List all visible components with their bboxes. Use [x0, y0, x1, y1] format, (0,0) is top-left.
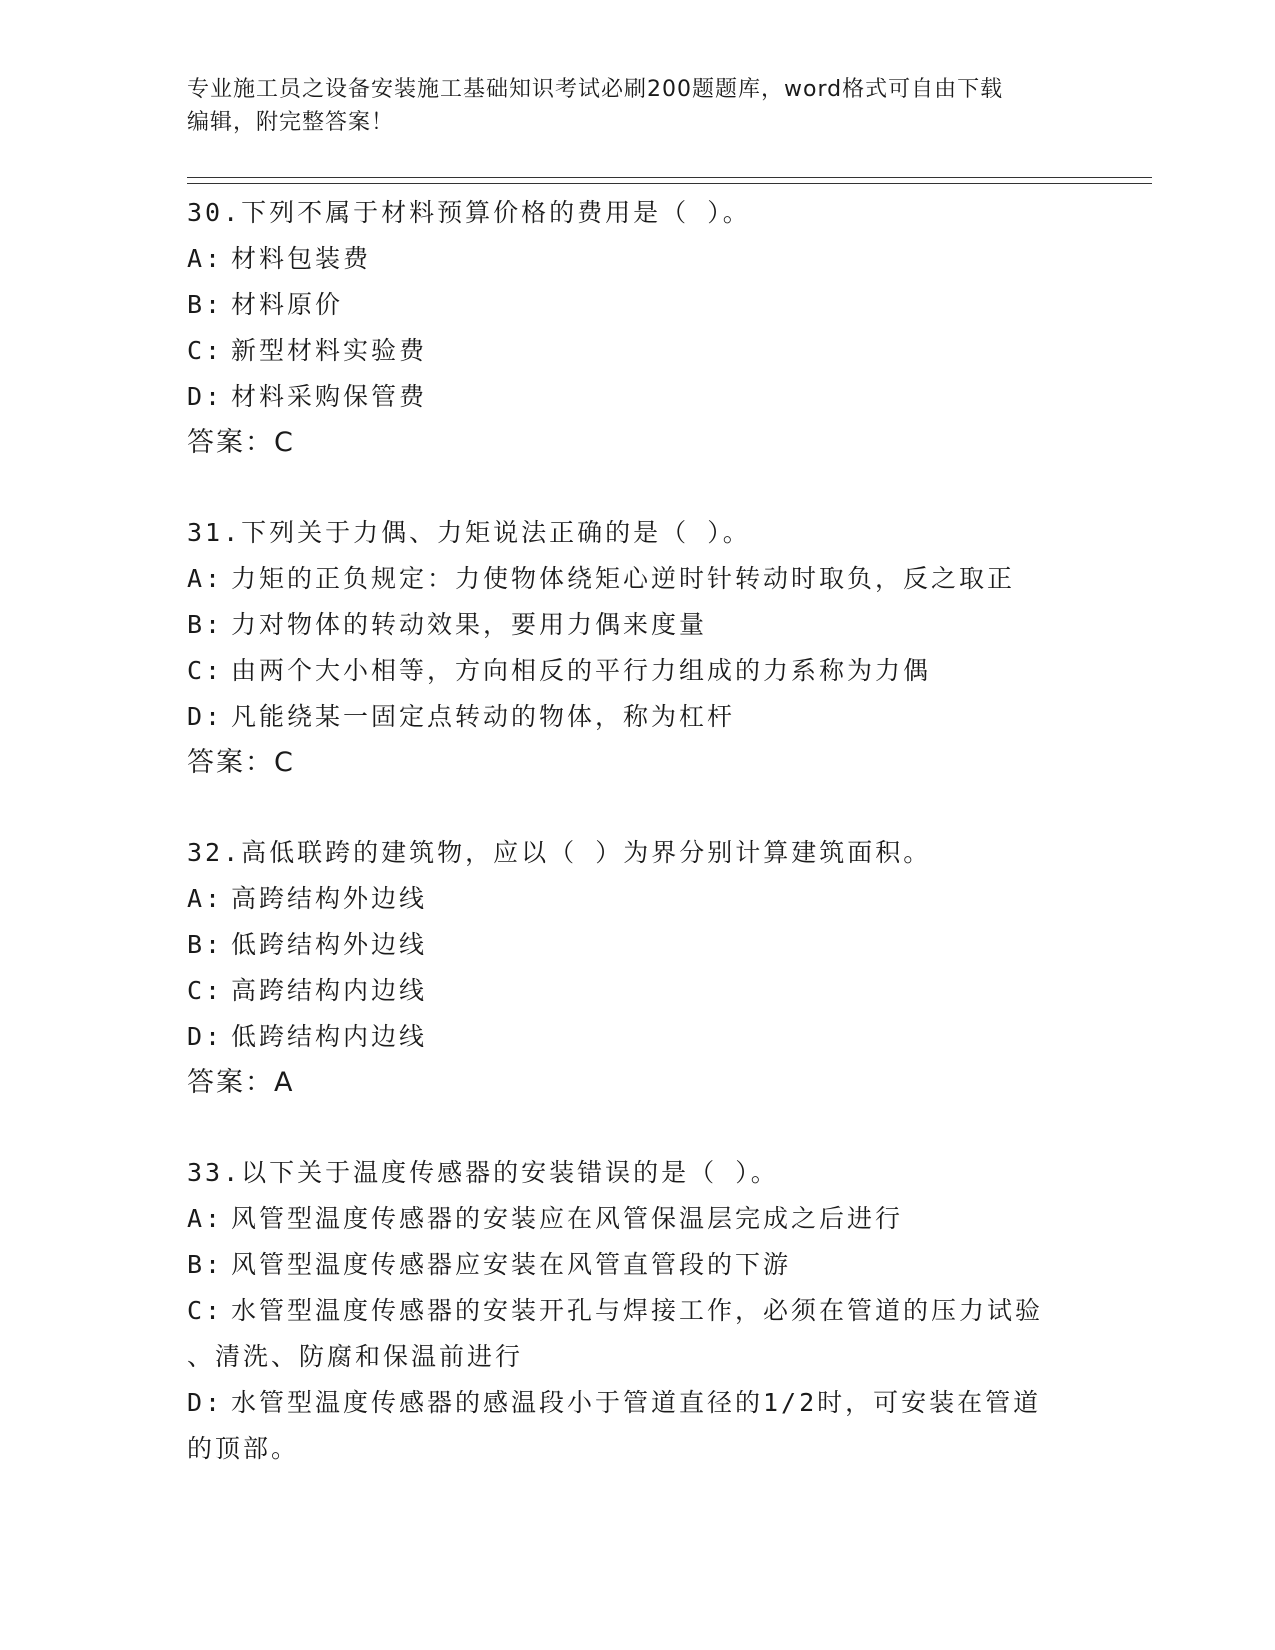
- option-text: 低跨结构内边线: [231, 1022, 428, 1051]
- option-c: [187, 328, 1087, 374]
- option-d: [187, 694, 1087, 740]
- option-letter: C:: [187, 656, 224, 685]
- option-letter: B:: [187, 930, 224, 959]
- answer-label: 答案：A: [187, 1067, 295, 1098]
- option-letter: B:: [187, 290, 224, 319]
- option-b: [187, 1242, 1087, 1288]
- option-a: [187, 556, 1087, 602]
- option-d-continuation: 的顶部。: [187, 1434, 300, 1463]
- option-text: 材料原价: [231, 290, 344, 319]
- option-letter: B:: [187, 610, 224, 639]
- option-letter: C:: [187, 336, 224, 365]
- header-divider-bottom: [187, 183, 1152, 184]
- option-c: [187, 1288, 1087, 1334]
- question-stem: 32.高低联跨的建筑物，应以（ ）为界分别计算建筑面积。: [187, 838, 932, 867]
- option-letter: D:: [187, 1022, 224, 1051]
- option-d: [187, 1014, 1087, 1060]
- question-32: [187, 830, 1087, 1106]
- option-text: 力矩的正负规定：力使物体绕矩心逆时针转动时取负，反之取正: [231, 564, 1016, 593]
- option-text: 水管型温度传感器的安装开孔与焊接工作，必须在管道的压力试验: [231, 1296, 1044, 1325]
- question-stem: 31.下列关于力偶、力矩说法正确的是（ ）。: [187, 518, 751, 547]
- question-list: [187, 190, 1087, 1472]
- question-30: [187, 190, 1087, 466]
- option-letter: A:: [187, 1204, 224, 1233]
- option-text: 高跨结构内边线: [231, 976, 428, 1005]
- option-letter: D:: [187, 1388, 224, 1417]
- option-b: [187, 282, 1087, 328]
- option-d: [187, 1380, 1087, 1426]
- option-text: 新型材料实验费: [231, 336, 428, 365]
- option-d: [187, 374, 1087, 420]
- option-c-continuation: 、清洗、防腐和保温前进行: [187, 1342, 524, 1371]
- option-a: [187, 876, 1087, 922]
- option-letter: A:: [187, 564, 224, 593]
- option-letter: D:: [187, 382, 224, 411]
- option-a: [187, 236, 1087, 282]
- option-letter: A:: [187, 244, 224, 273]
- option-text: 低跨结构外边线: [231, 930, 428, 959]
- option-a: [187, 1196, 1087, 1242]
- option-b: [187, 602, 1087, 648]
- option-b: [187, 922, 1087, 968]
- answer-label: 答案：C: [187, 747, 295, 778]
- option-letter: C:: [187, 1296, 224, 1325]
- option-letter: B:: [187, 1250, 224, 1279]
- header-title-line-2: 编辑，附完整答案！: [187, 110, 395, 135]
- option-text: 风管型温度传感器应安装在风管直管段的下游: [231, 1250, 792, 1279]
- option-c: [187, 648, 1087, 694]
- option-letter: A:: [187, 884, 224, 913]
- option-c: [187, 968, 1087, 1014]
- header-divider-top: [187, 177, 1152, 178]
- option-text: 材料包装费: [231, 244, 372, 273]
- question-31: [187, 510, 1087, 786]
- option-text: 风管型温度传感器的安装应在风管保温层完成之后进行: [231, 1204, 904, 1233]
- option-text: 材料采购保管费: [231, 382, 428, 411]
- option-letter: D:: [187, 702, 224, 731]
- option-text: 力对物体的转动效果，要用力偶来度量: [231, 610, 708, 639]
- option-text: 凡能绕某一固定点转动的物体，称为杠杆: [231, 702, 736, 731]
- header-title-line-1: 专业施工员之设备安装施工基础知识考试必刷200题题库，word格式可自由下载: [187, 77, 1004, 102]
- question-33: [187, 1150, 1087, 1472]
- answer-label: 答案：C: [187, 427, 295, 458]
- option-text: 水管型温度传感器的感温段小于管道直径的1/2时，可安装在管道: [231, 1388, 1042, 1417]
- document-header: [187, 73, 1077, 139]
- question-stem: 30.下列不属于材料预算价格的费用是（ ）。: [187, 198, 751, 227]
- option-text: 由两个大小相等，方向相反的平行力组成的力系称为力偶: [231, 656, 932, 685]
- question-stem: 33.以下关于温度传感器的安装错误的是（ ）。: [187, 1158, 779, 1187]
- option-letter: C:: [187, 976, 224, 1005]
- option-text: 高跨结构外边线: [231, 884, 428, 913]
